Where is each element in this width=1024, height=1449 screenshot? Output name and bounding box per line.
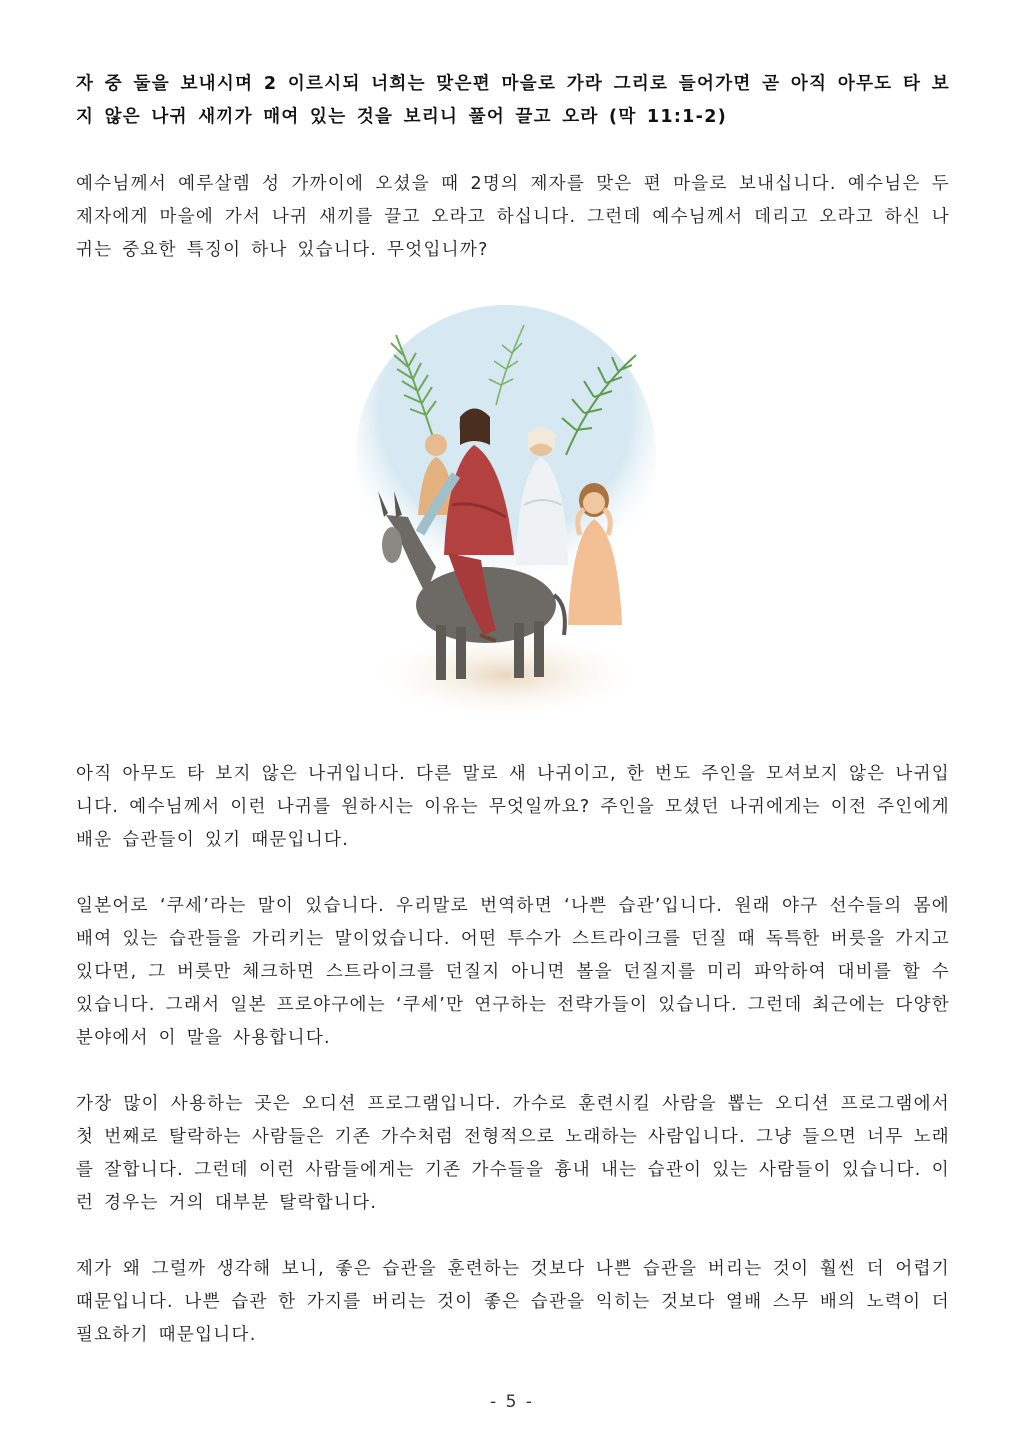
page-number: - 5 - — [490, 1392, 534, 1412]
paragraph-1: 예수님께서 예루살렘 성 가까이에 오셨을 때 2명의 제자를 맞은 편 마을로 보내십니다. 예수님은 두 제자에게 마을에 가서 나귀 새끼를 끌고 오라고 하십니다. 그런데 예수님께서 데리고 오라고 하신 나귀는 중요한 특징이 하나 있습니다. 무엇입니까? — [76, 174, 950, 260]
paragraph-2: 아직 아무도 타 보지 않은 나귀입니다. 다른 말로 새 나귀이고, 한 번도 주인을 모셔보지 않은 나귀입니다. 예수님께서 이런 나귀를 원하시는 이유는 무엇일까요? 주인을 모셨던 나귀에게는 이전 주인에게 배운 습관들이 있기 때문입니다. — [76, 764, 950, 850]
ground-wash — [366, 630, 646, 720]
paragraph-3: 일본어로 ‘쿠세’라는 말이 있습니다. 우리말로 번역하면 ‘나쁜 습관’입니다. 원래 야구 선수들의 몸에 배여 있는 습관들을 가리키는 말이었습니다. 어떤 투수가 스트라이크를 던질 때 독특한 버릇을 가지고 있다면, 그 버릇만 체크하면 스트라이크를 던질지 아니면 볼을 던질지를 미리 파악하여 대비를 할 수 있습니다. 그래서 일본 프로야구에는 ‘쿠세’만 연구하는 전략가들이 있습니다. 그런데 최근에는 다양한 분야에서 이 말을 사용합니다. — [76, 896, 950, 1048]
watercolor-illustration — [356, 305, 656, 730]
paragraph-5: 제가 왜 그럴까 생각해 보니, 좋은 습관을 훈련하는 것보다 나쁜 습관을 버리는 것이 훨씬 더 어렵기 때문입니다. 나쁜 습관 한 가지를 버리는 것이 좋은 습관을 익히는 것보다 열배 스무 배의 노력이 더 필요하기 때문입니다. — [76, 1259, 950, 1345]
scripture-verse: 자 중 둘을 보내시며 2 이르시되 너희는 맞은편 마을로 가라 그리로 들어가면 곧 아직 아무도 타 보지 않은 나귀 새끼가 매여 있는 것을 보리니 풀어 끌고 오라 (막 11:1-2) — [76, 74, 950, 127]
paragraph-4: 가장 많이 사용하는 곳은 오디션 프로그램입니다. 가수로 훈련시킬 사람을 뽑는 오디션 프로그램에서 첫 번째로 탈락하는 사람들은 기존 가수처럼 전형적으로 노래하는 사람입니다. 그냥 들으면 너무 노래를 잘합니다. 그런데 이런 사람들에게는 기존 가수들을 흉내 내는 습관이 있는 사람들이 있습니다. 이런 경우는 거의 대부분 탈락합니다. — [76, 1094, 950, 1213]
illustration-jesus-on-donkey — [356, 305, 656, 730]
